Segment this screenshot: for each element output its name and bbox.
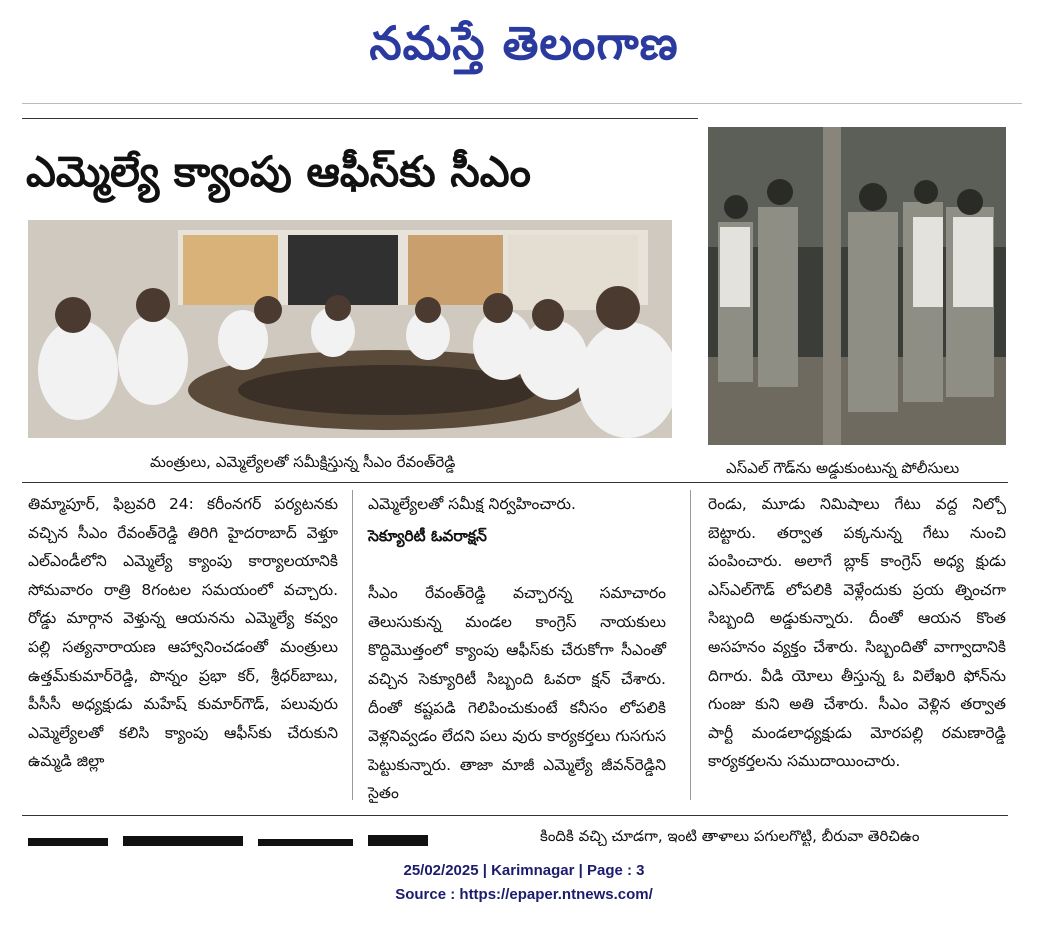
caption-rule [22, 482, 1008, 483]
article-column-3 [708, 490, 1006, 776]
next-article-fragment: కిందికి వచ్చి చూడగా, ఇంటి తాళాలు పగులగొట్టి, బీరువా తెరిచిఉం [540, 827, 920, 845]
article-column-3-text: రెండు, మూడు నిమిషాలు గేటు వద్ద నిల్చో బెట్టారు. తర్వాత పక్కనున్న గేటు నుంచి పంపించారు. అలాగే బ్లాక్ కాంగ్రెస్ అధ్య క్షుడు ఎస్ఎల్‌గౌడ్ లోపలికి వెళ్లేందుకు ప్రయ త్నించగా సిబ్బంది అడ్డుకున్నారు. దీంతో ఆయన కొంత అసహనం వ్యక్తం చేశారు. సిబ్బందితో వాగ్వాదానికి దిగారు. వీడి యోలు తీస్తున్న ఓ విలేఖరి ఫోన్‌ను గుంజు కుని అతి చేశారు. సీఎం వెళ్లిన తర్వాత పార్టీ మండలాధ్యక్షుడు మోరపల్లి రమణారెడ్డి కార్యకర్తలను సముదాయించారు. [708, 495, 1006, 771]
footer-source: Source : https://epaper.ntnews.com/ [395, 886, 653, 903]
meeting-photo [28, 220, 672, 438]
police-photo-image [708, 127, 1006, 445]
police-photo-caption: ఎస్‌ఎల్ గౌడ్‌ను అడ్డుకుంటున్న పోలీసులు [726, 459, 960, 477]
headline-rule [22, 118, 698, 119]
meeting-photo-image [28, 220, 672, 438]
bottom-rule [22, 815, 1008, 816]
meeting-photo-caption: మంత్రులు, ఎమ్మెల్యేలతో సమీక్షిస్తున్న సీఎం రేవంత్‌రెడ్డి [150, 453, 456, 471]
article-column-2-text: సీఎం రేవంత్‌రెడ్డి వచ్చారన్న సమాచారం తెలుసుకున్న మండల కాంగ్రెస్ నాయకులు కొద్దిమొత్తంలో క్యాంపు ఆఫీస్‌కు చేరుకోగా సీఎంతో వచ్చిన సెక్యూరిటీ సిబ్బంది ఓవరా క్షన్ చేశారు. దీంతో కష్టపడి గెలిపించుకుంటే కనీసం లోపలికి వెళ్లనివ్వడం లేదని పలు వురు కార్యకర్తలు గుసగుస పెట్టుకున్నారు. తాజా మాజీ ఎమ్మెల్యే జీవన్‌రెడ్డిని సైతం [368, 584, 666, 803]
article-column-1-text: తిమ్మాపూర్, ఫిబ్రవరి 24: కరీంనగర్ పర్యటనకు వచ్చిన సీఎం రేవంత్‌రెడ్డి తిరిగి హైదరాబాద్ వెళ్తూ ఎల్ఎండీలోని ఎమ్మెల్యే క్యాంపు కార్యాలయానికి సోమవారం రాత్రి 8గంటల సమయంలో వచ్చారు. రోడ్డు మార్గాన వెళ్తున్న ఆయనను ఎమ్మెల్యే కవ్వం పల్లి సత్యనారాయణ ఆహ్వానించడంతో మంత్రులు ఉత్తమ్‌కుమార్‌రెడ్డి, పొన్నం ప్రభా కర్, శ్రీధర్‌బాబు, పీసీసీ అధ్యక్షుడు మహేష్ కుమార్‌గౌడ్, పలువురు ఎమ్మెల్యేలతో కలిసి క్యాంపు ఆఫీస్‌కు చేరుకుని ఉమ్మడి జిల్లా [28, 495, 338, 771]
footer-date-edition: 25/02/2025 | Karimnagar | Page : 3 [403, 862, 645, 879]
cropped-headline-fragment [28, 832, 448, 846]
column-divider-1 [352, 490, 353, 800]
article-subheading: సెక్యూరిటీ ఓవరాక్షన్ [368, 526, 487, 545]
police-photo [708, 127, 1006, 445]
column-divider-2 [690, 490, 691, 800]
article-column-1 [28, 490, 338, 776]
article-column-2 [368, 490, 666, 808]
article-column-2-lead: ఎమ్మెల్యేలతో సమీక్ష నిర్వహించారు. [368, 495, 576, 513]
top-rule [22, 103, 1022, 104]
masthead-logo: నమస్తే తెలంగాణ [369, 16, 679, 70]
headline: ఎమ్మెల్యే క్యాంపు ఆఫీస్‌కు సీఎం [26, 147, 531, 196]
